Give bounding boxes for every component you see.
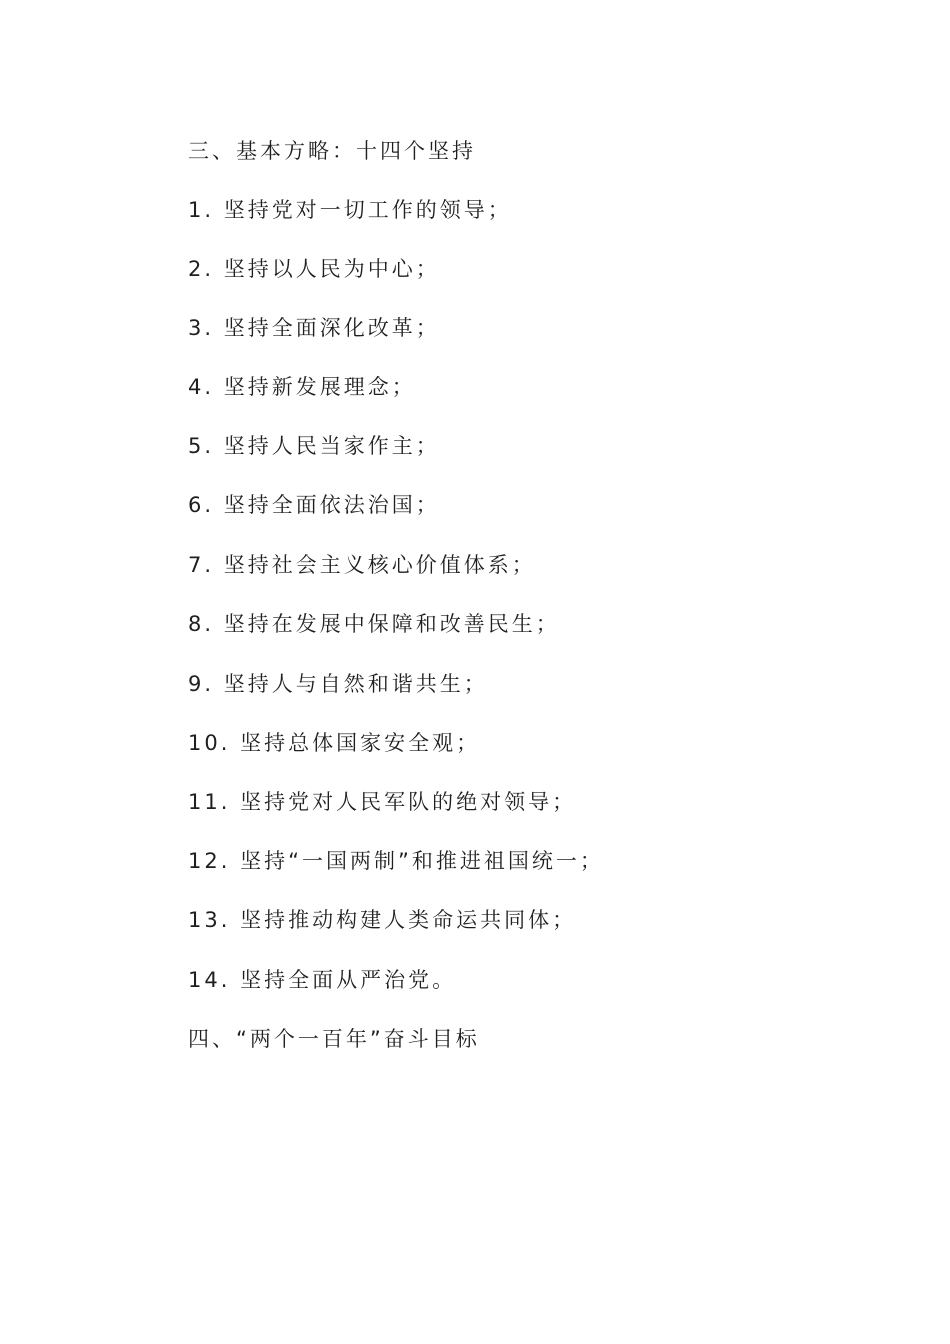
list-item: 2. 坚持以人民为中心； (188, 257, 440, 281)
list-item: 7. 坚持社会主义核心价值体系； (188, 553, 536, 577)
list-item: 3. 坚持全面深化改革； (188, 316, 440, 340)
list-item: 4. 坚持新发展理念； (188, 375, 416, 399)
list-item: 8. 坚持在发展中保障和改善民生； (188, 612, 560, 636)
list-item: 6. 坚持全面依法治国； (188, 493, 440, 517)
list-item: 12. 坚持“一国两制”和推进祖国统一； (188, 849, 604, 873)
list-item: 10. 坚持总体国家安全观； (188, 731, 481, 755)
list-item: 5. 坚持人民当家作主； (188, 434, 440, 458)
list-item: 11. 坚持党对人民军队的绝对领导； (188, 790, 577, 814)
list-item: 13. 坚持推动构建人类命运共同体； (188, 908, 577, 932)
section-heading-3: 三、基本方略：十四个坚持 (188, 139, 476, 163)
list-item: 14. 坚持全面从严治党。 (188, 968, 457, 992)
list-item: 1. 坚持党对一切工作的领导； (188, 198, 512, 222)
section-heading-4: 四、“两个一百年”奋斗目标 (188, 1027, 480, 1051)
list-item: 9. 坚持人与自然和谐共生； (188, 672, 488, 696)
